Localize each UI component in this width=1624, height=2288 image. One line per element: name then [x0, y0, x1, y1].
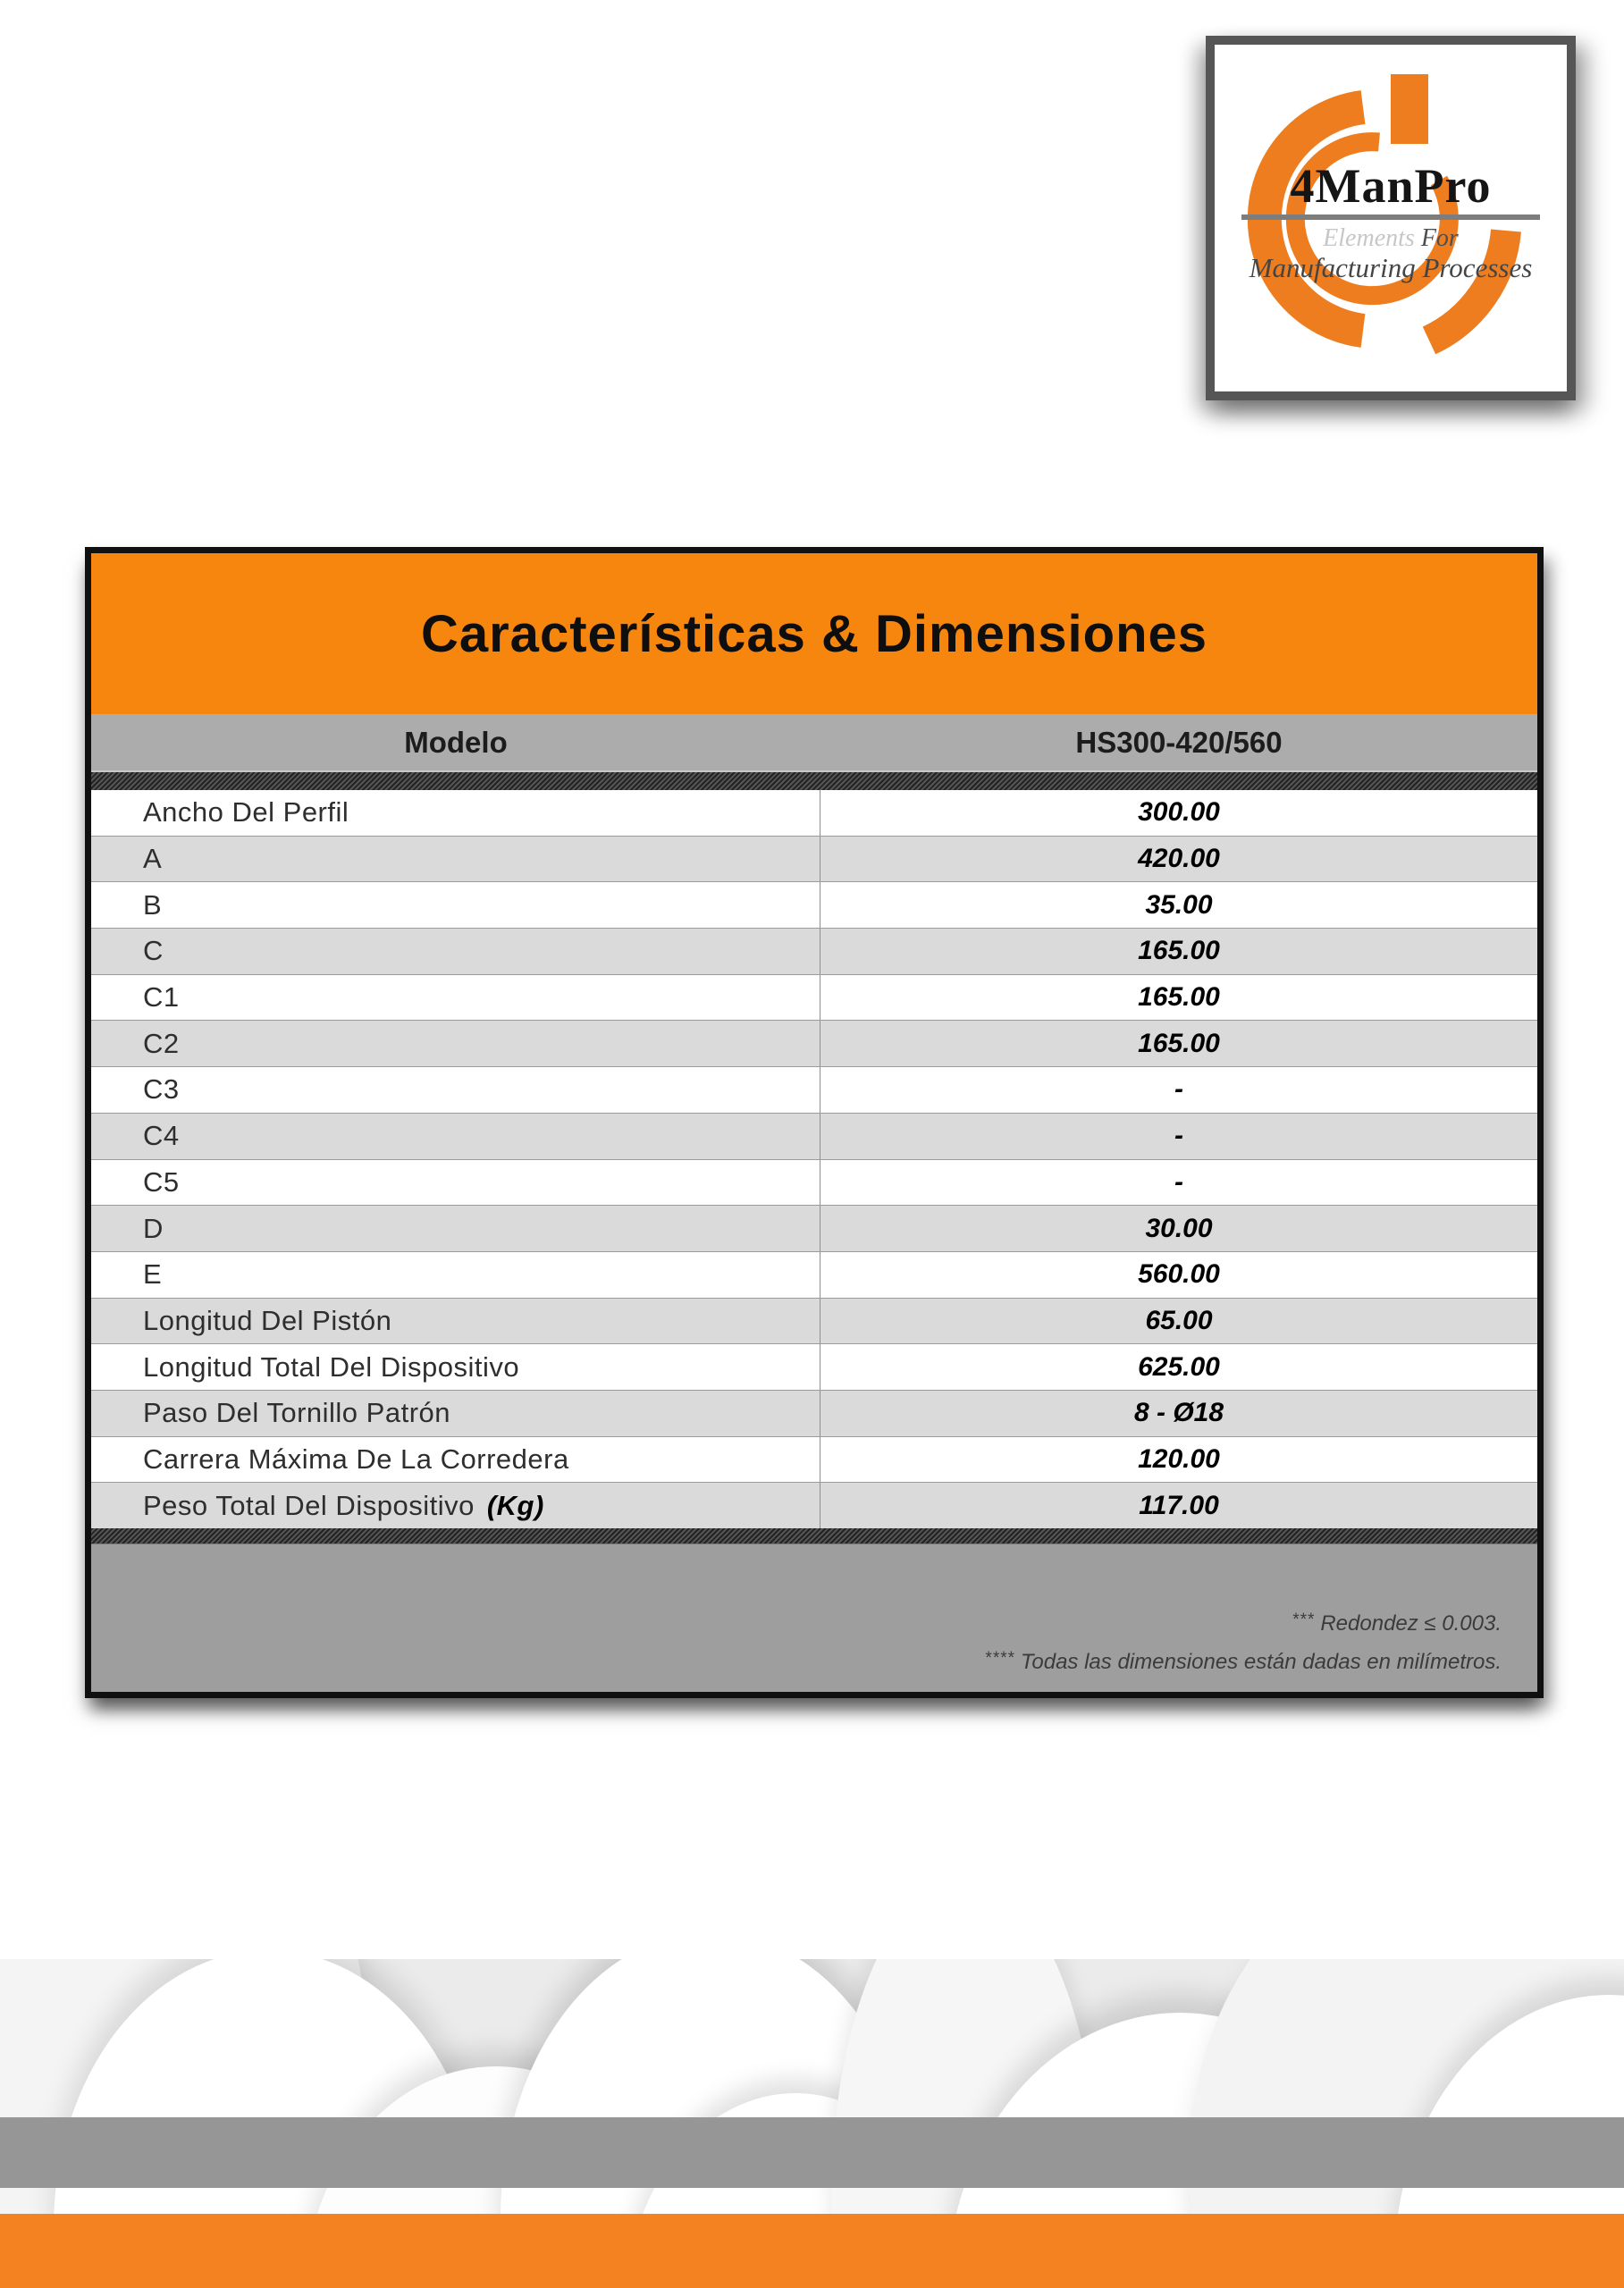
row-value: 300.00: [1138, 797, 1220, 828]
logo-brand-name: 4ManPro: [1290, 159, 1492, 213]
table-row: [91, 790, 1537, 836]
row-value: 420.00: [1138, 844, 1220, 874]
logo-tagline-line1: [1215, 226, 1567, 251]
row-value: 165.00: [1138, 982, 1220, 1013]
logo-tagline-for: For: [1414, 224, 1459, 252]
table-footer: [91, 1544, 1537, 1692]
logo-divider: [1241, 214, 1540, 220]
row-label: C: [91, 929, 820, 974]
table-row: [91, 881, 1537, 928]
footnote-stars: ****: [984, 1648, 1015, 1668]
footnote-roundness: [985, 1604, 1502, 1643]
row-label: E: [91, 1252, 820, 1298]
row-label: C4: [91, 1114, 820, 1159]
table-row: [91, 928, 1537, 974]
table-header-row: [91, 714, 1537, 770]
spec-table-card: [85, 547, 1544, 1698]
footnote-stars: ***: [1292, 1610, 1315, 1629]
row-value: 165.00: [1138, 936, 1220, 966]
row-value: 117.00: [1139, 1490, 1219, 1520]
footnote-text: Todas las dimensiones están dadas en milímetros.: [1020, 1649, 1502, 1674]
row-value: 8 - Ø18: [1133, 1398, 1224, 1428]
table-row: [91, 1343, 1537, 1390]
row-value: 65.00: [1145, 1305, 1213, 1335]
row-value: -: [1174, 1074, 1183, 1105]
row-value: -: [1174, 1166, 1183, 1197]
table-row: [91, 1205, 1537, 1251]
row-label: C2: [91, 1021, 820, 1066]
row-value: 120.00: [1138, 1443, 1220, 1474]
table-row: [91, 1159, 1537, 1206]
table-title-band: [91, 553, 1537, 714]
header-model-value: HS300-420/560: [1075, 725, 1283, 759]
table-row: [91, 836, 1537, 882]
logo-tagline-line2: Manufacturing Processes: [1249, 252, 1533, 283]
table-row: [91, 1482, 1537, 1528]
footnotes: [985, 1604, 1502, 1681]
row-label: C5: [91, 1160, 820, 1206]
separator-hatch-top: [91, 770, 1537, 790]
row-label: D: [91, 1206, 820, 1251]
footnote-text: Redondez ≤ 0.003.: [1320, 1611, 1502, 1636]
bottom-orange-bar: [0, 2214, 1624, 2288]
row-label: Longitud Del Pistón: [91, 1299, 820, 1344]
bottom-decoration: [0, 1959, 1624, 2288]
row-value: -: [1174, 1121, 1183, 1151]
table-row: [91, 1251, 1537, 1298]
bottom-gray-bar: [0, 2117, 1624, 2188]
table-row: [91, 1020, 1537, 1066]
row-label: C3: [91, 1067, 820, 1113]
separator-hatch-bottom: [91, 1528, 1537, 1544]
logo-tagline-elements: Elements: [1323, 224, 1415, 252]
logo-card: [1206, 36, 1576, 400]
table-row: [91, 1113, 1537, 1159]
row-value: 165.00: [1138, 1028, 1220, 1058]
header-model-label: Modelo: [404, 725, 508, 759]
table-row: [91, 1436, 1537, 1483]
row-label: C1: [91, 975, 820, 1021]
row-value: 560.00: [1138, 1259, 1220, 1290]
row-value: 30.00: [1145, 1213, 1213, 1243]
table-title: Características & Dimensiones: [420, 604, 1208, 663]
row-label: Ancho Del Perfil: [91, 790, 820, 836]
table-row: [91, 1066, 1537, 1113]
table-row: [91, 1390, 1537, 1436]
row-label: Peso Total Del Dispositivo (Kg): [91, 1483, 820, 1528]
row-label-suffix: (Kg): [486, 1489, 544, 1521]
table-rows: [91, 790, 1537, 1528]
footnote-units: [985, 1643, 1502, 1681]
row-label: A: [91, 837, 820, 882]
row-label: Carrera Máxima De La Corredera: [91, 1437, 820, 1483]
row-value: 625.00: [1138, 1351, 1220, 1382]
table-row: [91, 974, 1537, 1021]
row-label: Longitud Total Del Dispositivo: [91, 1344, 820, 1390]
table-row: [91, 1298, 1537, 1344]
row-value: 35.00: [1145, 889, 1213, 920]
row-label: Paso Del Tornillo Patrón: [91, 1391, 820, 1436]
row-label: B: [91, 882, 820, 928]
